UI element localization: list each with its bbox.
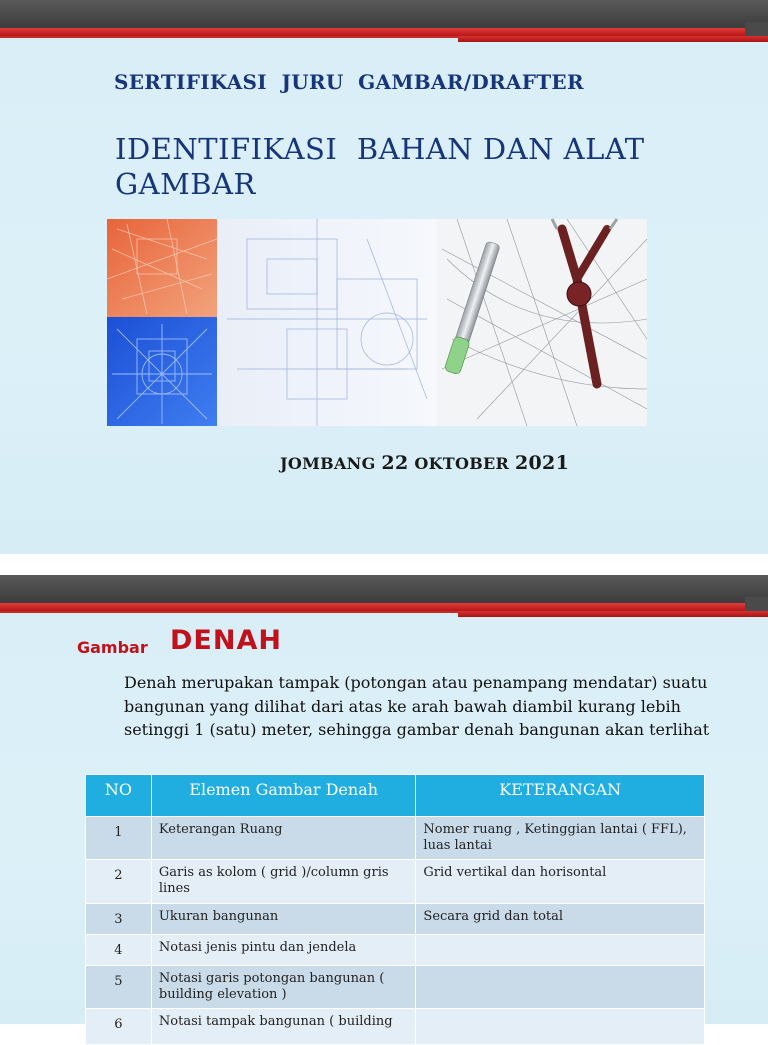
cell-keterangan xyxy=(416,1009,705,1045)
certification-subtitle: SERTIFIKASI JURU GAMBAR/DRAFTER xyxy=(114,70,584,94)
cell-keterangan: Nomer ruang , Ketinggian lantai ( FFL), luas lantai xyxy=(416,817,705,860)
cell-no: 5 xyxy=(86,966,152,1009)
denah-elements-table xyxy=(85,774,705,1045)
event-date xyxy=(280,452,569,474)
cell-elemen: Notasi garis potongan bangunan ( building elevation ) xyxy=(151,966,416,1009)
column-header-no: NO xyxy=(86,775,152,817)
heading-denah: DENAH xyxy=(170,625,282,656)
table-row xyxy=(86,860,705,904)
date-month: OKTOBER xyxy=(408,454,516,473)
cell-no: 3 xyxy=(86,904,152,935)
date-year: 2021 xyxy=(515,452,570,474)
slide-title: IDENTIFIKASI BAHAN DAN ALAT GAMBAR xyxy=(115,132,645,201)
table-row xyxy=(86,935,705,966)
cell-keterangan xyxy=(416,966,705,1009)
cell-no: 1 xyxy=(86,817,152,860)
cell-keterangan: Grid vertikal dan horisontal xyxy=(416,860,705,904)
cell-keterangan xyxy=(416,935,705,966)
cell-elemen: Ukuran bangunan xyxy=(151,904,416,935)
drafting-banner-image xyxy=(107,219,647,426)
cell-elemen: Keterangan Ruang xyxy=(151,817,416,860)
cell-keterangan: Secara grid dan total xyxy=(416,904,705,935)
column-header-elemen: Elemen Gambar Denah xyxy=(151,775,416,817)
cell-elemen: Notasi jenis pintu dan jendela xyxy=(151,935,416,966)
cell-no: 4 xyxy=(86,935,152,966)
cell-elemen: Garis as kolom ( grid )/column gris lines xyxy=(151,860,416,904)
date-day: 22 xyxy=(381,452,409,474)
column-header-keterangan: KETERANGAN xyxy=(416,775,705,817)
table-row xyxy=(86,1009,705,1045)
denah-slide xyxy=(0,575,768,1032)
slide-header-bar xyxy=(0,0,768,42)
cell-no: 2 xyxy=(86,860,152,904)
cell-no: 6 xyxy=(86,1009,152,1045)
slide-header-bar xyxy=(0,575,768,617)
denah-description: Denah merupakan tampak (potongan atau penampang mendatar) suatu bangunan yang dilihat dari atas ke arah bawah diambil kurang lebih setinggi 1 (satu) meter, sehingga gambar denah bangunan akan terlihat xyxy=(124,673,710,739)
date-location: JOMBANG xyxy=(280,454,382,473)
table-row xyxy=(86,817,705,860)
table-row xyxy=(86,904,705,935)
table-header-row xyxy=(86,775,705,817)
cell-elemen: Notasi tampak bangunan ( building xyxy=(151,1009,416,1045)
heading-small: Gambar xyxy=(77,638,148,657)
table-row xyxy=(86,966,705,1009)
